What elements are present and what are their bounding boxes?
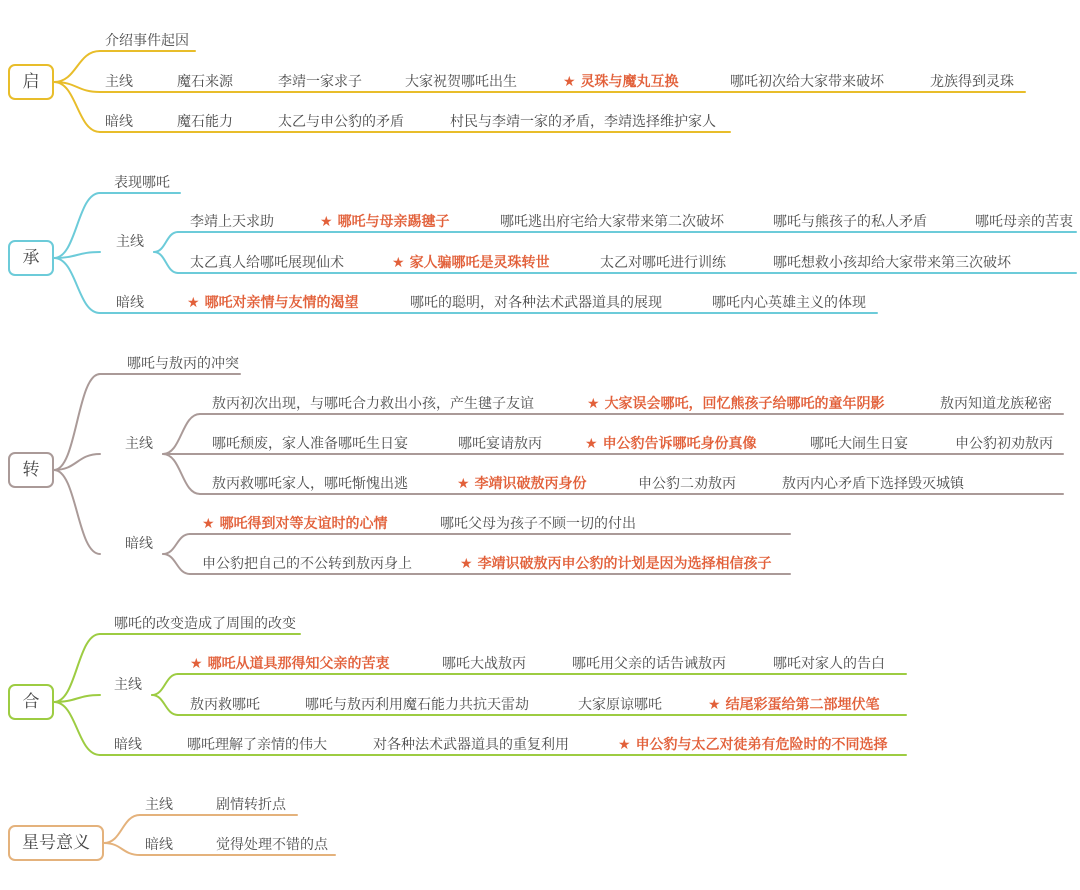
sub-row-link <box>163 534 190 554</box>
event-node: 哪吒对家人的告白 <box>773 656 885 672</box>
star-icon: ★ <box>585 436 598 452</box>
node-text: 李靖识破敖丙身份 <box>474 476 587 492</box>
event-node: 哪吒父母为孩子不顾一切的付出 <box>440 516 636 532</box>
root-qi: 启 <box>8 64 54 100</box>
event-node: 哪吒与敖丙利用魔石能力共抗天雷劫 <box>305 697 529 713</box>
main-line-label: 主线 <box>114 677 142 693</box>
star-event-node <box>320 213 450 231</box>
event-node: 魔石能力 <box>177 114 233 130</box>
main-line-label: 主线 <box>125 436 153 452</box>
sub-line-label: 暗线 <box>125 536 153 552</box>
star-event-node <box>708 696 880 714</box>
star-event-node <box>202 515 388 533</box>
node-text: 哪吒对亲情与友情的渴望 <box>204 295 359 311</box>
root-cheng: 承 <box>8 240 54 276</box>
main-row-link <box>163 454 200 494</box>
event-node: 李靖上天求助 <box>190 214 274 230</box>
main-row-link <box>163 414 200 454</box>
event-node: 大家原谅哪吒 <box>578 697 662 713</box>
star-event-node <box>563 73 679 91</box>
node-text: 哪吒得到对等友谊时的心情 <box>219 516 388 532</box>
intro-label: 哪吒与敖丙的冲突 <box>127 356 239 372</box>
event-node: 哪吒想救小孩却给大家带来第三次破坏 <box>773 255 1011 271</box>
main-line-label: 主线 <box>116 234 144 250</box>
main-row-link <box>154 252 178 273</box>
event-node: 敖丙救哪吒 <box>190 697 260 713</box>
star-event-node <box>190 655 390 673</box>
star-icon: ★ <box>392 255 405 271</box>
star-event-node <box>585 435 757 453</box>
event-node: 魔石来源 <box>177 74 233 90</box>
star-icon: ★ <box>190 656 203 672</box>
node-text: 结尾彩蛋给第二部埋伏笔 <box>725 697 880 713</box>
star-icon: ★ <box>618 737 631 753</box>
event-node: 哪吒宴请敖丙 <box>458 436 542 452</box>
event-node: 村民与李靖一家的矛盾，李靖选择维护家人 <box>450 114 716 130</box>
event-node: 敖丙初次出现，与哪吒合力救出小孩，产生毽子友谊 <box>212 396 534 412</box>
legend-root: 星号意义 <box>8 825 104 861</box>
star-icon: ★ <box>457 476 470 492</box>
legend-meaning: 剧情转折点 <box>216 797 286 813</box>
event-node: 李靖一家求子 <box>278 74 362 90</box>
link-sub <box>54 82 100 132</box>
node-text: 申公豹与太乙对徒弟有危险时的不同选择 <box>635 737 888 753</box>
sub-line-label: 暗线 <box>116 295 144 311</box>
star-icon: ★ <box>187 295 200 311</box>
link-intro <box>54 634 100 702</box>
link-intro <box>54 193 100 258</box>
link-sub <box>54 470 100 554</box>
event-node: 敖丙知道龙族秘密 <box>940 396 1052 412</box>
main-row-link <box>152 674 178 695</box>
node-text: 哪吒与母亲踢毽子 <box>337 214 450 230</box>
star-event-node <box>457 475 587 493</box>
legend-label: 主线 <box>145 797 173 813</box>
event-node: 哪吒与熊孩子的私人矛盾 <box>773 214 927 230</box>
main-line-label: 主线 <box>105 74 133 90</box>
star-icon: ★ <box>587 396 600 412</box>
legend-link <box>104 815 140 843</box>
star-event-node <box>618 736 888 754</box>
sub-line-label: 暗线 <box>114 737 142 753</box>
link-intro <box>54 374 100 470</box>
link-sub <box>54 702 100 755</box>
node-text: 灵珠与魔丸互换 <box>580 74 679 90</box>
event-node: 哪吒的聪明，对各种法术武器道具的展现 <box>410 295 662 311</box>
event-node: 申公豹二劝敖丙 <box>638 476 736 492</box>
star-event-node <box>587 395 885 413</box>
root-zhuan: 转 <box>8 452 54 488</box>
event-node: 申公豹初劝敖丙 <box>955 436 1053 452</box>
intro-label: 哪吒的改变造成了周围的改变 <box>114 616 296 632</box>
intro-label: 表现哪吒 <box>114 175 170 191</box>
star-event-node <box>392 254 550 272</box>
legend-meaning: 觉得处理不错的点 <box>216 837 328 853</box>
event-node: 哪吒理解了亲情的伟大 <box>187 737 327 753</box>
node-text: 申公豹告诉哪吒身份真像 <box>602 436 757 452</box>
event-node: 哪吒逃出府宅给大家带来第二次破坏 <box>500 214 724 230</box>
event-node: 哪吒大战敖丙 <box>442 656 526 672</box>
event-node: 龙族得到灵珠 <box>930 74 1014 90</box>
sub-row-link <box>163 554 190 574</box>
event-node: 哪吒大闹生日宴 <box>810 436 908 452</box>
event-node: 哪吒颓废，家人准备哪吒生日宴 <box>212 436 408 452</box>
main-row-link <box>154 232 178 252</box>
star-icon: ★ <box>202 516 215 532</box>
event-node: 大家祝贺哪吒出生 <box>405 74 517 90</box>
sub-line-label: 暗线 <box>105 114 133 130</box>
node-text: 哪吒从道具那得知父亲的苦衷 <box>207 656 390 672</box>
main-row-link <box>152 695 178 715</box>
link-sub <box>54 258 100 313</box>
legend-label: 暗线 <box>145 837 173 853</box>
event-node: 太乙对哪吒进行训练 <box>600 255 726 271</box>
event-node: 敖丙内心矛盾下选择毁灭城镇 <box>782 476 964 492</box>
event-node: 敖丙救哪吒家人，哪吒惭愧出逃 <box>212 476 408 492</box>
legend-link <box>104 843 140 855</box>
star-event-node <box>187 294 359 312</box>
node-text: 大家误会哪吒，回忆熊孩子给哪吒的童年阴影 <box>604 396 885 412</box>
star-event-node <box>460 555 772 573</box>
event-node: 哪吒内心英雄主义的体现 <box>712 295 866 311</box>
event-node: 哪吒初次给大家带来破坏 <box>730 74 884 90</box>
event-node: 太乙真人给哪吒展现仙术 <box>190 255 344 271</box>
event-node: 哪吒用父亲的话告诫敖丙 <box>572 656 726 672</box>
event-node: 对各种法术武器道具的重复利用 <box>373 737 569 753</box>
root-he: 合 <box>8 684 54 720</box>
node-text: 家人骗哪吒是灵珠转世 <box>409 255 550 271</box>
star-icon: ★ <box>708 697 721 713</box>
star-icon: ★ <box>563 74 576 90</box>
link-intro <box>54 51 100 82</box>
node-text: 李靖识破敖丙申公豹的计划是因为选择相信孩子 <box>477 556 772 572</box>
intro-label: 介绍事件起因 <box>105 33 189 49</box>
event-node: 哪吒母亲的苦衷 <box>975 214 1073 230</box>
event-node: 太乙与申公豹的矛盾 <box>278 114 404 130</box>
star-icon: ★ <box>320 214 333 230</box>
star-icon: ★ <box>460 556 473 572</box>
event-node: 申公豹把自己的不公转到敖丙身上 <box>202 556 412 572</box>
